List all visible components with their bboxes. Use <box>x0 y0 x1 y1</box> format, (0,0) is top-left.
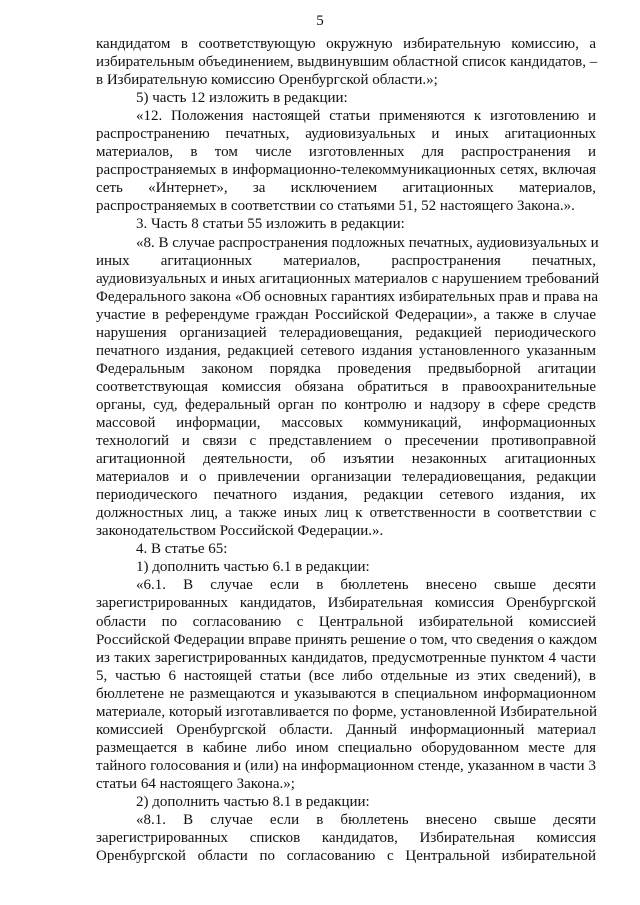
text-line: периодического печатного издания, редакции сетевого издания, их <box>96 487 596 504</box>
text-line: аудиовизуальных и иных агитационных материалов с нарушением требований <box>96 270 600 287</box>
text-line: кандидатом в соответствующую окружную избирательную комиссию, а <box>96 36 596 52</box>
text-line: материале, который изготавливается по форме, установленной Избирательной <box>96 703 598 720</box>
text-line: «12. Положения настоящей статьи применяются к изготовлению и <box>136 108 596 125</box>
text-line: сеть «Интернет», за исключением агитационных материалов, <box>96 180 596 197</box>
text-line: нарушения организацией телерадиовещания, редакцией периодического <box>96 324 596 341</box>
text-line: 3. Часть 8 статьи 55 изложить в редакции: <box>136 216 405 233</box>
text-line: распространяемых в соответствии со статьями 51, 52 настоящего Закона.». <box>96 198 575 215</box>
text-line: 5) часть 12 изложить в редакции: <box>136 90 348 107</box>
text-line: «8. В случае распространения подложных печатных, аудиовизуальных и <box>136 234 599 251</box>
document-body <box>96 35 600 865</box>
text-line: массовой информации, массовых коммуникаций, информационных <box>96 414 596 431</box>
text-line: тайного голосования и (или) на информационном стенде, указанном в части 3 <box>96 757 596 774</box>
text-line: в Избирательную комиссию Оренбургской области.»; <box>96 72 438 89</box>
text-line: распространяемых в информационно-телекоммуникационных сетях, включая <box>96 162 596 179</box>
text-line: Оренбургской области по согласованию с Центральной избирательной <box>96 848 596 865</box>
text-line: материалов, в том числе изготовленных для распространения и <box>96 144 596 161</box>
text-line: агитационной деятельности, об изъятии незаконных агитационных <box>96 451 596 468</box>
text-line: органы, суд, федеральный орган по контролю и надзору в сфере средств <box>96 396 596 413</box>
page-number: 5 <box>316 13 324 29</box>
text-line: законодательством Российской Федерации.». <box>96 523 384 540</box>
text-line: зарегистрированных кандидатов, Избирательная комиссия Оренбургской <box>96 595 596 612</box>
text-line: Российской Федерации вправе принять решение о том, что сведения о каждом <box>96 631 598 648</box>
text-line: комиссией Оренбургской области. Данный информационный материал <box>96 721 596 738</box>
text-line: 1) дополнить частью 6.1 в редакции: <box>136 559 370 576</box>
text-line: зарегистрированных списков кандидатов, Избирательная комиссия <box>96 830 596 847</box>
text-line: статьи 64 настоящего Закона.»; <box>96 775 295 792</box>
text-line: «8.1. В случае если в бюллетень внесено свыше десяти <box>136 812 596 829</box>
text-line: 4. В статье 65: <box>136 541 228 558</box>
text-line: технологий и связи с представлением о пресечении противоправной <box>96 433 596 450</box>
text-line: размещается в кабине либо ином специально оборудованном месте для <box>96 739 596 756</box>
text-line: материалов и о привлечении организации телерадиовещания, редакции <box>96 469 596 486</box>
text-line: области по согласованию с Центральной избирательной комиссией <box>96 613 596 630</box>
text-line: избирательным объединением, выдвинувшим областной список кандидатов, – <box>96 54 598 71</box>
text-line: участие в референдуме граждан Российской Федерации», а также в случае <box>96 306 596 323</box>
text-line: Федерального закона «Об основных гарантиях избирательных прав и права на <box>96 288 598 305</box>
text-line: бюллетене не размещаются и указываются в специальном информационном <box>96 685 596 702</box>
text-line: 5, частью 6 настоящей статьи (все либо отдельные из этих сведений), в <box>96 667 596 684</box>
text-line: распространению печатных, аудиовизуальных и иных агитационных <box>96 126 596 143</box>
text-line: из таких зарегистрированных кандидатов, предусмотренные пунктом 4 части <box>96 649 596 666</box>
text-line: соответствующая комиссия обязана обратиться в правоохранительные <box>96 378 596 395</box>
text-line: Федеральным законом порядка проведения предвыборной агитации <box>96 360 596 377</box>
text-line: иных агитационных материалов, распространения печатных, <box>96 252 596 269</box>
text-line: «6.1. В случае если в бюллетень внесено свыше десяти <box>136 577 596 594</box>
text-line: печатного издания, редакцией сетевого издания установленного указанным <box>96 342 596 359</box>
text-line: 2) дополнить частью 8.1 в редакции: <box>136 793 370 810</box>
text-line: должностных лиц, а также иных лиц к ответственности в соответствии с <box>96 505 596 522</box>
